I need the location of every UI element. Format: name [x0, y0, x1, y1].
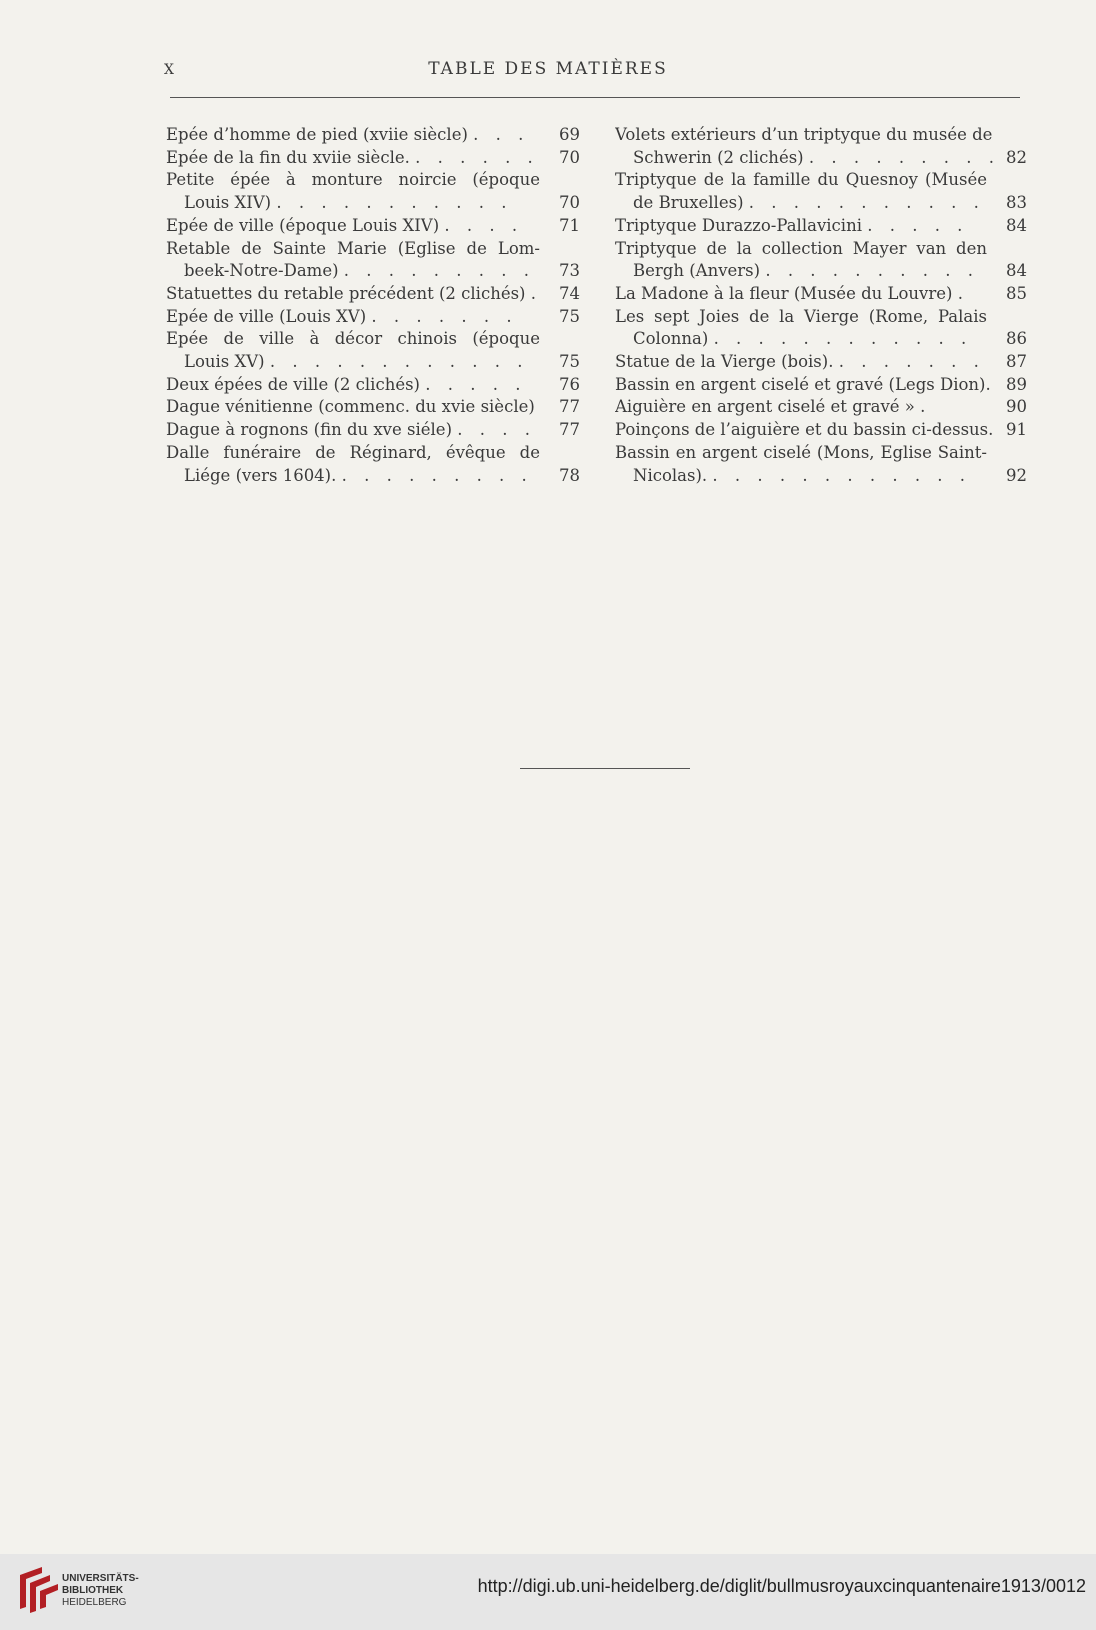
toc-entry[interactable] — [166, 396, 580, 419]
toc-page-number: 91 — [1006, 420, 1027, 440]
toc-entry-text: La Madone à la fleur (Musée du Louvre) — [615, 283, 953, 303]
toc-entry-line — [166, 215, 580, 238]
toc-entry-line — [166, 419, 580, 442]
toc-entry-line — [615, 215, 1027, 238]
dot-leader: . . . . . . . — [838, 352, 985, 372]
toc-entry-line — [615, 465, 1027, 488]
toc-entry-text: Epée de la fin du xviie siècle. — [166, 147, 410, 167]
toc-page-number: 73 — [559, 261, 580, 281]
toc-entry-line — [615, 283, 1027, 306]
toc-entry-text: Epée de ville à décor chinois (époque — [166, 329, 540, 349]
toc-page-number: 87 — [1006, 352, 1027, 372]
toc-page-number: 92 — [1006, 465, 1027, 485]
library-name-line: HEIDELBERG — [62, 1597, 127, 1608]
page-title: TABLE DES MATIÈRES — [428, 59, 668, 79]
toc-page-number: 86 — [1006, 329, 1027, 349]
dot-leader: . . . . . . — [415, 147, 539, 167]
dot-leader: . — [957, 283, 969, 303]
toc-entry-text: de Bruxelles) — [633, 193, 744, 213]
toc-page-number: 75 — [559, 352, 580, 372]
toc-entry-line — [615, 169, 1027, 192]
toc-right-column — [615, 124, 1027, 487]
toc-entry-text: Schwerin (2 clichés) — [633, 147, 804, 167]
toc-entry[interactable] — [615, 238, 1027, 283]
toc-entry-line — [166, 465, 580, 488]
toc-entry-line — [166, 147, 580, 170]
toc-left-column — [166, 124, 580, 487]
toc-page-number: 84 — [1006, 261, 1027, 281]
toc-entry-line — [166, 396, 580, 419]
dot-leader: . . . . . . . . . . . . — [269, 352, 529, 372]
toc-entry-line — [615, 147, 1027, 170]
toc-entry-line — [166, 306, 580, 329]
library-logo-icon — [16, 1565, 60, 1613]
toc-entry[interactable] — [615, 442, 1027, 487]
dot-leader: . . . . . — [867, 215, 969, 235]
toc-entry-line — [166, 374, 580, 397]
toc-entry[interactable] — [615, 215, 1027, 238]
toc-entry-line — [166, 328, 580, 351]
toc-entry-line — [615, 442, 1027, 465]
toc-entry[interactable] — [166, 328, 580, 373]
toc-entry-text: Triptyque de la famille du Quesnoy (Musée — [615, 170, 987, 190]
toc-entry-text: Retable de Sainte Marie (Eglise de Lom- — [166, 238, 540, 258]
dot-leader: . . . . . . . . . . — [765, 261, 979, 281]
toc-entry[interactable] — [615, 374, 1027, 397]
toc-entry-line — [615, 396, 1027, 419]
toc-entry[interactable] — [166, 238, 580, 283]
toc-entry[interactable] — [166, 283, 580, 306]
toc-entry-text: Louis XIV) — [184, 193, 272, 213]
library-name — [62, 1573, 139, 1609]
toc-entry-line — [166, 192, 580, 215]
toc-entry[interactable] — [615, 419, 1027, 442]
toc-page-number: 75 — [559, 306, 580, 326]
toc-entry-line — [166, 124, 580, 147]
library-name-line: BIBLIOTHEK — [62, 1585, 124, 1596]
toc-entry-text: Epée d’homme de pied (xviie siècle) — [166, 125, 468, 144]
toc-entry-line — [166, 169, 580, 192]
dot-leader: . . . . . — [425, 374, 527, 394]
toc-page-number: 77 — [559, 397, 580, 417]
toc-entry[interactable] — [615, 306, 1027, 351]
toc-entry-text: Aiguière en argent ciselé et gravé » — [615, 397, 915, 417]
dot-leader: . . . . . . . . . . . — [276, 193, 513, 213]
toc-entry-text: Dague vénitienne (commenc. du xvie siècle) — [166, 397, 535, 417]
dot-leader: . . . . . . . . . — [343, 261, 535, 281]
toc-entry-line — [615, 260, 1027, 283]
toc-entry-line — [166, 260, 580, 283]
toc-entry[interactable] — [615, 351, 1027, 374]
toc-entry-text: Epée de ville (époque Louis XIV) — [166, 215, 440, 235]
toc-page-number: 74 — [559, 283, 580, 303]
footer-bar — [0, 1554, 1096, 1630]
toc-entry-text: Statuettes du retable précédent (2 clichés) — [166, 283, 526, 303]
library-name-line: UNIVERSITÄTS- — [62, 1573, 139, 1584]
toc-entry-line — [615, 419, 1027, 442]
toc-entry-text: Epée de ville (Louis XV) — [166, 306, 367, 326]
toc-entry-text: Poinçons de l’aiguière et du bassin ci-dessus. — [615, 420, 994, 440]
toc-entry[interactable] — [166, 124, 580, 147]
toc-entry[interactable] — [615, 169, 1027, 214]
toc-entry-text: Triptyque de la collection Mayer van den — [615, 238, 987, 258]
toc-entry-line — [166, 351, 580, 374]
toc-entry-line — [166, 283, 580, 306]
toc-entry-text: Triptyque Durazzo-Pallavicini — [615, 215, 862, 235]
toc-entry[interactable] — [615, 283, 1027, 306]
toc-entry-text: Louis XV) — [184, 352, 265, 372]
dot-leader: . . . . . . . . . . . — [748, 193, 985, 213]
toc-entry-text: Nicolas). — [633, 465, 708, 485]
toc-page-number: 84 — [1006, 215, 1027, 235]
toc-page-number: 89 — [1006, 374, 1027, 394]
toc-entry[interactable] — [166, 147, 580, 170]
dot-leader: . . . . — [444, 215, 524, 235]
toc-entry-text: Colonna) — [633, 329, 709, 349]
dot-leader: . . . — [473, 125, 530, 144]
dot-leader: . . . . . . . . . — [341, 465, 533, 485]
toc-entry[interactable] — [166, 442, 580, 487]
toc-page-number: 82 — [1006, 147, 1027, 167]
permalink-url[interactable]: http://digi.ub.uni-heidelberg.de/diglit/bullmusroyauxcinquantenaire1913/0012 — [477, 1576, 1086, 1596]
dot-leader: . . . . . . . . . . . . — [712, 465, 972, 485]
toc-entry-line — [615, 351, 1027, 374]
toc-entry-line — [615, 192, 1027, 215]
toc-entry-text: Deux épées de ville (2 clichés) — [166, 374, 420, 394]
dot-leader: . . . . . . . . . . . . — [713, 329, 973, 349]
toc-entry-line — [166, 238, 580, 261]
toc-entry-line — [615, 306, 1027, 329]
toc-page-number: 69 — [559, 125, 580, 144]
page-number: X — [164, 62, 175, 78]
toc-entry[interactable] — [166, 374, 580, 397]
toc-entry[interactable] — [166, 419, 580, 442]
toc-entry-line — [615, 328, 1027, 351]
toc-page-number: 76 — [559, 374, 580, 394]
toc-entry-line — [615, 124, 1027, 147]
toc-entry-text: Petite épée à monture noircie (époque — [166, 170, 540, 190]
toc-entry-text: Dalle funéraire de Réginard, évêque de — [166, 442, 540, 462]
toc-entry-text: Les sept Joies de la Vierge (Rome, Palais — [615, 306, 987, 326]
toc-page-number: 77 — [559, 420, 580, 440]
toc-entry[interactable] — [166, 169, 580, 214]
toc-entry-line — [166, 442, 580, 465]
toc-entry-text: Liége (vers 1604). — [184, 465, 337, 485]
toc-page-number: 78 — [559, 465, 580, 485]
toc-page-number: 90 — [1006, 397, 1027, 417]
toc-entry-text: beek-Notre-Dame) — [184, 261, 339, 281]
toc-entry[interactable] — [166, 306, 580, 329]
toc-entry-text: Bassin en argent ciselé et gravé (Legs Dion). — [615, 374, 991, 394]
toc-page-number: 70 — [559, 147, 580, 167]
dot-leader: . . . . . . . . . — [808, 147, 1001, 167]
toc-entry-line — [615, 374, 1027, 397]
dot-leader: . . . . . . . — [371, 306, 518, 326]
dot-leader: . — [530, 283, 542, 303]
toc-entry-text: Volets extérieurs d’un triptyque du musée de — [615, 125, 993, 144]
toc-page-number: 83 — [1006, 193, 1027, 213]
toc-page-number: 85 — [1006, 283, 1027, 303]
dot-leader: . . . . — [457, 420, 536, 440]
end-rule — [520, 768, 690, 769]
toc-entry-text: Bergh (Anvers) — [633, 261, 761, 281]
toc-entry-text: Dague à rognons (fin du xve siéle) — [166, 420, 453, 440]
toc-entry[interactable] — [615, 396, 1027, 419]
toc-entry-text: Statue de la Vierge (bois). — [615, 352, 834, 372]
toc-entry[interactable] — [166, 215, 580, 238]
toc-entry-text: Bassin en argent ciselé (Mons, Eglise Saint- — [615, 442, 987, 462]
toc-entry-line — [615, 238, 1027, 261]
toc-page-number: 71 — [559, 215, 580, 235]
header-rule — [170, 97, 1020, 98]
toc-entry[interactable] — [615, 124, 1027, 169]
dot-leader: . — [920, 397, 932, 417]
toc-page-number: 70 — [559, 193, 580, 213]
